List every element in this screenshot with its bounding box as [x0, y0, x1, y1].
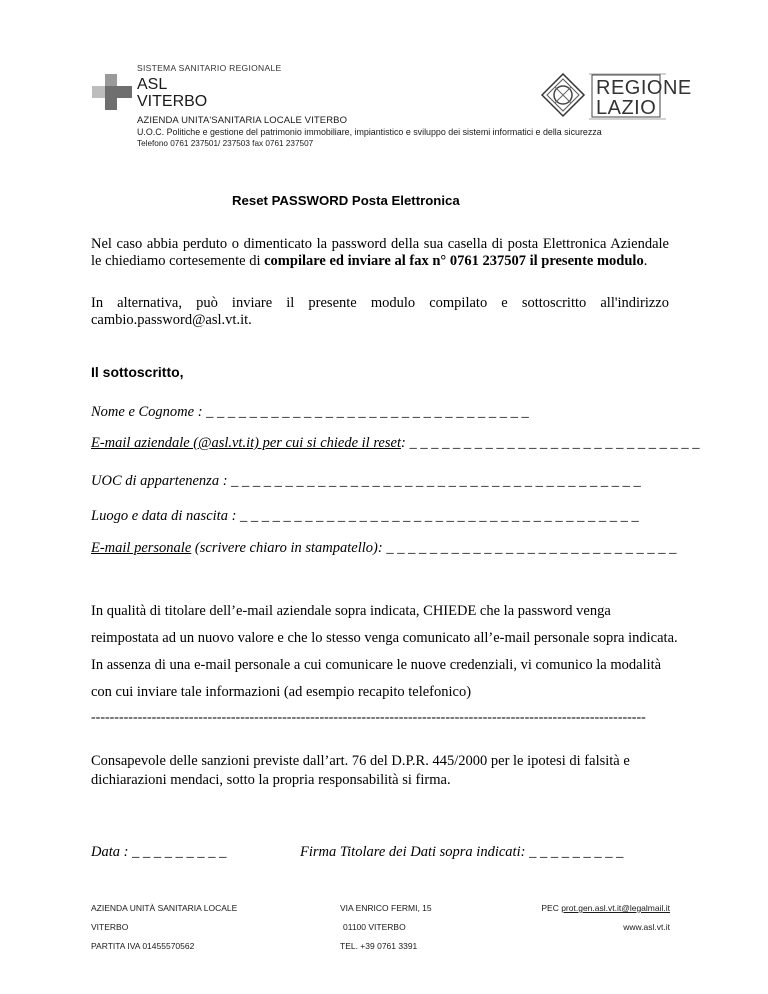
nome-cognome-field[interactable] [91, 404, 529, 421]
separator-line: ----------------------------------------------------------------------------------------------------------------------- [91, 710, 646, 725]
asl-name-line2: VITERBO [137, 93, 208, 110]
email-aziendale-label: E-mail aziendale (@asl.vt.it) per cui si chiede il reset [91, 435, 401, 451]
request-paragraph: In qualità di titolare dell’e-mail aziendale sopra indicata, CHIEDE che la password venga reimpostata ad un nuovo valore e che lo stesso venga comunicato all’e-mail personale sopra indicata. In assenza di una e-mail personale a cui comunicare le nuove credenziali, vi comunico la modalità con cui inviare tale informazioni (ad esempio recapito telefonico) [91, 603, 678, 700]
pec-label: PEC [541, 903, 562, 913]
footer-cap: 01100 VITERBO [343, 922, 406, 932]
luogo-blank[interactable]: _ _ _ _ _ _ _ _ _ _ _ _ _ _ _ _ _ _ _ _ _ _ _ _ _ _ _ _ _ _ _ _ _ _ _ _ _ [240, 508, 639, 524]
email-personale-blank[interactable]: _ _ _ _ _ _ _ _ _ _ _ _ _ _ _ _ _ _ _ _ _ _ _ _ _ _ _ [386, 540, 677, 556]
email-aziendale-blank[interactable]: _ _ _ _ _ _ _ _ _ _ _ _ _ _ _ _ _ _ _ _ _ _ _ _ _ _ _ [409, 435, 700, 451]
data-blank[interactable]: _ _ _ _ _ _ _ _ _ [132, 844, 227, 860]
region-line1: REGIONE [596, 77, 692, 99]
nome-label: Nome e Cognome : [91, 404, 203, 420]
uoc-blank[interactable]: _ _ _ _ _ _ _ _ _ _ _ _ _ _ _ _ _ _ _ _ _ _ _ _ _ _ _ _ _ _ _ _ _ _ _ _ _ _ [231, 473, 641, 489]
telefono-header: Telefono 0761 237501/ 237503 fax 0761 237507 [137, 139, 314, 148]
asl-cross-logo [92, 74, 132, 110]
uoc-label: UOC di appartenenza : [91, 473, 228, 489]
luogo-label: Luogo e data di nascita : [91, 508, 237, 524]
alternative-paragraph: In alternativa, può inviare il presente modulo compilato e sottoscritto all'indirizzo cambio.password@asl.vt.it. [91, 295, 669, 328]
footer-col3 [541, 899, 670, 937]
data-label: Data : [91, 844, 129, 860]
pec-email-link[interactable]: prot.gen.asl.vt.it@legalmail.it [561, 903, 670, 913]
intro-bold-text: compilare ed inviare al fax n° 0761 237507 il presente modulo [264, 253, 644, 269]
luogo-data-field[interactable] [91, 508, 639, 525]
email-personale-label: E-mail personale [91, 540, 192, 556]
region-line2: LAZIO [596, 97, 657, 119]
data-field[interactable] [91, 844, 226, 861]
email-aziendale-field[interactable] [91, 435, 699, 452]
page-title: Reset PASSWORD Posta Elettronica [232, 193, 460, 208]
email-personale-note: (scrivere chiaro in stampatello): [191, 540, 383, 556]
footer-viterbo: VITERBO [91, 922, 129, 932]
footer-col2 [340, 899, 432, 956]
email-aziendale-colon: : [400, 435, 406, 451]
footer-tel: TEL. +39 0761 3391 [340, 941, 418, 951]
system-label: SISTEMA SANITARIO REGIONALE [137, 63, 282, 73]
nome-blank[interactable]: _ _ _ _ _ _ _ _ _ _ _ _ _ _ _ _ _ _ _ _ _ _ _ _ _ _ _ _ _ _ [206, 404, 529, 420]
subheading: Il sottoscritto, [91, 364, 184, 380]
intro-text: Nel caso abbia perduto o dimenticato la password della sua casella di posta Elettronica Aziendale le chiediamo cortesemente di [91, 236, 669, 269]
footer-azienda: AZIENDA UNITÀ SANITARIA LOCALE [91, 903, 238, 913]
footer-website[interactable]: www.asl.vt.it [623, 922, 670, 932]
declaration-paragraph: Consapevole delle sanzioni previste dall’art. 76 del D.P.R. 445/2000 per le ipotesi di falsità e dichiarazioni mendaci, sotto la propria responsabilità si firma. [91, 753, 630, 788]
firma-blank[interactable]: _ _ _ _ _ _ _ _ _ [529, 844, 624, 860]
firma-label: Firma Titolare dei Dati sopra indicati: [300, 844, 526, 860]
asl-name-line1: ASL [137, 76, 168, 93]
uoc-field[interactable] [91, 473, 641, 490]
firma-field[interactable] [300, 844, 623, 861]
footer-piva: PARTITA IVA 01455570562 [91, 941, 195, 951]
footer-col1 [91, 899, 237, 956]
footer-pec [541, 899, 670, 918]
azienda-label: AZIENDA UNITA'SANITARIA LOCALE VITERBO [137, 115, 348, 126]
intro-end: . [643, 253, 648, 269]
email-personale-field[interactable] [91, 540, 676, 557]
intro-paragraph [91, 236, 669, 270]
uoc-header: U.O.C. Politiche e gestione del patrimonio immobiliare, impiantistico e sviluppo dei sistemi informatici e della sicurezza [137, 127, 602, 137]
footer-address: VIA ENRICO FERMI, 15 [340, 903, 432, 913]
